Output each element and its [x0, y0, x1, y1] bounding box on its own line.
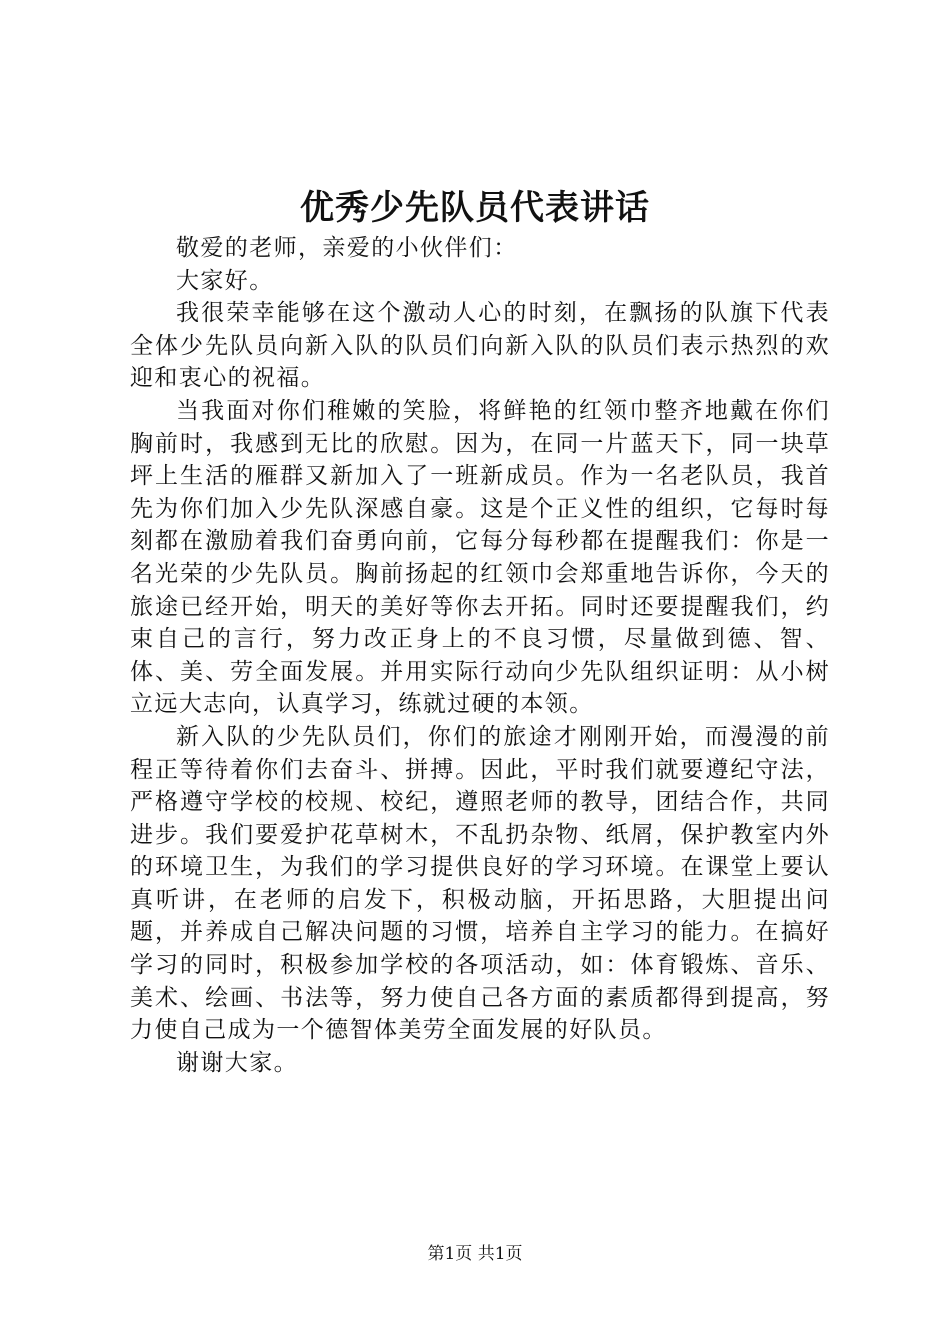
- document-body: [130, 232, 830, 1079]
- paragraph-main: 当我面对你们稚嫩的笑脸，将鲜艳的红领巾整齐地戴在你们胸前时，我感到无比的欣慰。因为，在同一片蓝天下，同一块草坪上生活的雁群又新加入了一班新成员。作为一名老队员，我首先为你们加入少先队深感自豪。这是个正义性的组织，它每时每刻都在激励着我们奋勇向前，它每分每秒都在提醒我们：你是一名光荣的少先队员。胸前扬起的红领巾会郑重地告诉你，今天的旅途已经开始，明天的美好等你去开拓。同时还要提醒我们，约束自己的言行，努力改正身上的不良习惯，尽量做到德、智、体、美、劳全面发展。并用实际行动向少先队组织证明：从小树立远大志向，认真学习，练就过硬的本领。: [130, 397, 830, 718]
- paragraph-opening: 我很荣幸能够在这个激动人心的时刻，在飘扬的队旗下代表全体少先队员向新入队的队员们向新入队的队员们表示热烈的欢迎和衷心的祝福。: [130, 300, 830, 392]
- page-footer: 第1页 共1页: [427, 1244, 523, 1264]
- closing: 谢谢大家。: [176, 1049, 298, 1076]
- greeting: 大家好。: [176, 267, 274, 294]
- document-title: 优秀少先队员代表讲话: [300, 188, 650, 228]
- salutation: 敬爱的老师，亲爱的小伙伴们：: [176, 235, 518, 261]
- paragraph-advice: 新入队的少先队员们，你们的旅途才刚刚开始，而漫漫的前程正等待着你们去奋斗、拼搏。因此，平时我们就要遵纪守法，严格遵守学校的校规、校纪，遵照老师的教导，团结合作，共同进步。我们要爱护花草树木，不乱扔杂物、纸屑，保护教室内外的环境卫生，为我们的学习提供良好的学习环境。在课堂上要认真听讲，在老师的启发下，积极动脑，开拓思路，大胆提出问题，并养成自己解决问题的习惯，培养自主学习的能力。在搞好学习的同时，积极参加学校的各项活动，如：体育锻炼、音乐、美术、绘画、书法等，努力使自己各方面的素质都得到提高，努力使自己成为一个德智体美劳全面发展的好队员。: [130, 723, 830, 1044]
